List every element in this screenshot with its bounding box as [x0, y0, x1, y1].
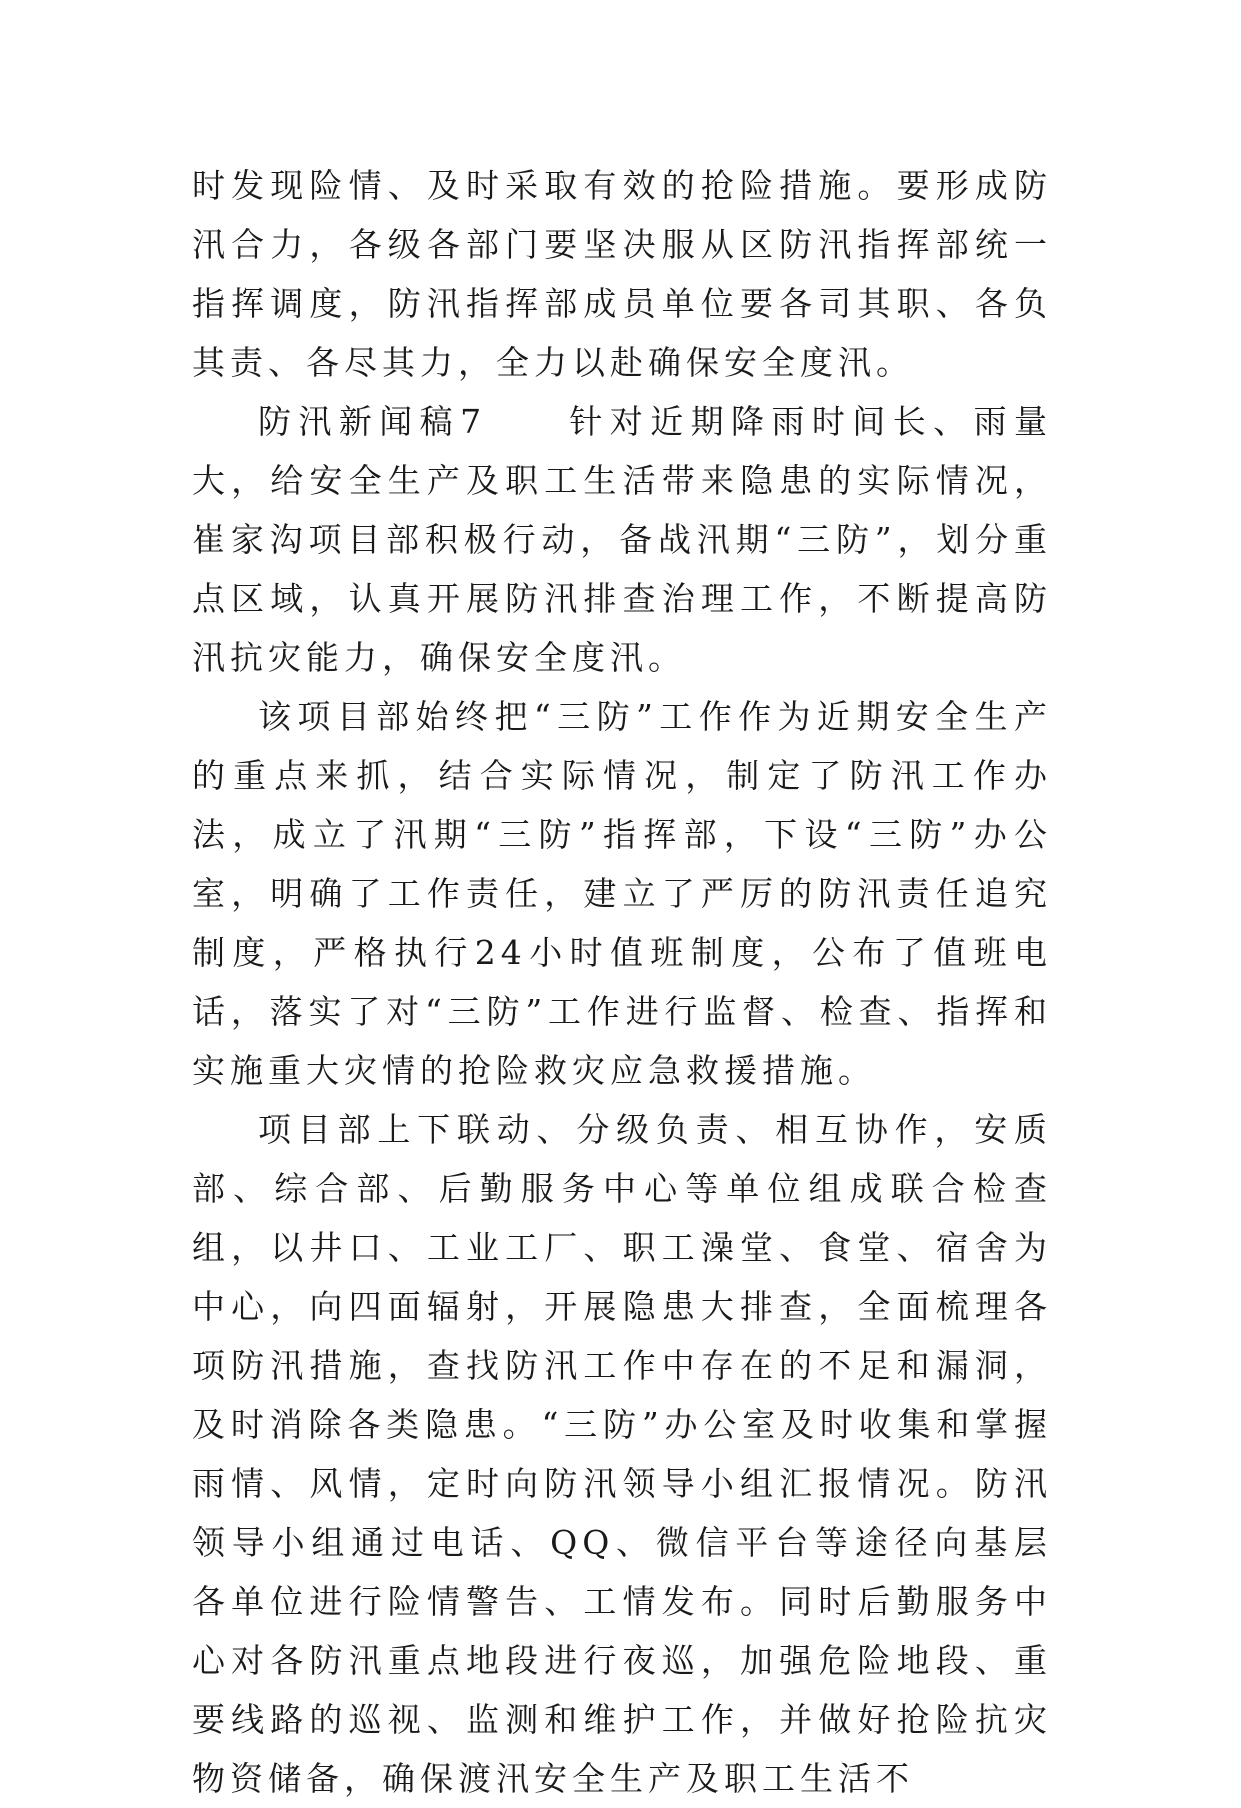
paragraph: 项目部上下联动、分级负责、相互协作，安质部、综合部、后勤服务中心等单位组成联合检查组，以井口、工业工厂、职工澡堂、食堂、宿舍为中心，向四面辐射，开展隐患大排查，全面梳理各项防汛措施，查找防汛工作中存在的不足和漏洞，及时消除各类隐患。“三防”办公室及时收集和掌握雨情、风情，定时向防汛领导小组汇报情况。防汛领导小组通过电话、QQ、微信平台等途径向基层各单位进行险情警告、工情发布。同时后勤服务中心对各防汛重点地段进行夜巡，加强危险地段、重要线路的巡视、监测和维护工作，并做好抢险抗灾物资储备，确保渡汛安全生产及职工生活不 [192, 1110, 1052, 1798]
paragraph: 该项目部始终把“三防”工作作为近期安全生产的重点来抓，结合实际情况，制定了防汛工作办法，成立了汛期“三防”指挥部，下设“三防”办公室，明确了工作责任，建立了严厉的防汛责任追究制度，严格执行24小时值班制度，公布了值班电话，落实了对“三防”工作进行监督、检查、指挥和实施重大灾情的抢险救灾应急救援措施。 [192, 697, 1052, 1090]
paragraph: 时发现险情、及时采取有效的抢险措施。要形成防汛合力，各级各部门要坚决服从区防汛指挥部统一指挥调度，防汛指挥部成员单位要各司其职、各负其责、各尽其力，全力以赴确保安全度汛。 [192, 166, 1052, 382]
document-body [192, 156, 1052, 1808]
paragraph: 防汛新闻稿7 针对近期降雨时间长、雨量大，给安全生产及职工生活带来隐患的实际情况，崔家沟项目部积极行动，备战汛期“三防”，划分重点区域，认真开展防汛排查治理工作，不断提高防汛抗灾能力，确保安全度汛。 [192, 402, 1052, 677]
